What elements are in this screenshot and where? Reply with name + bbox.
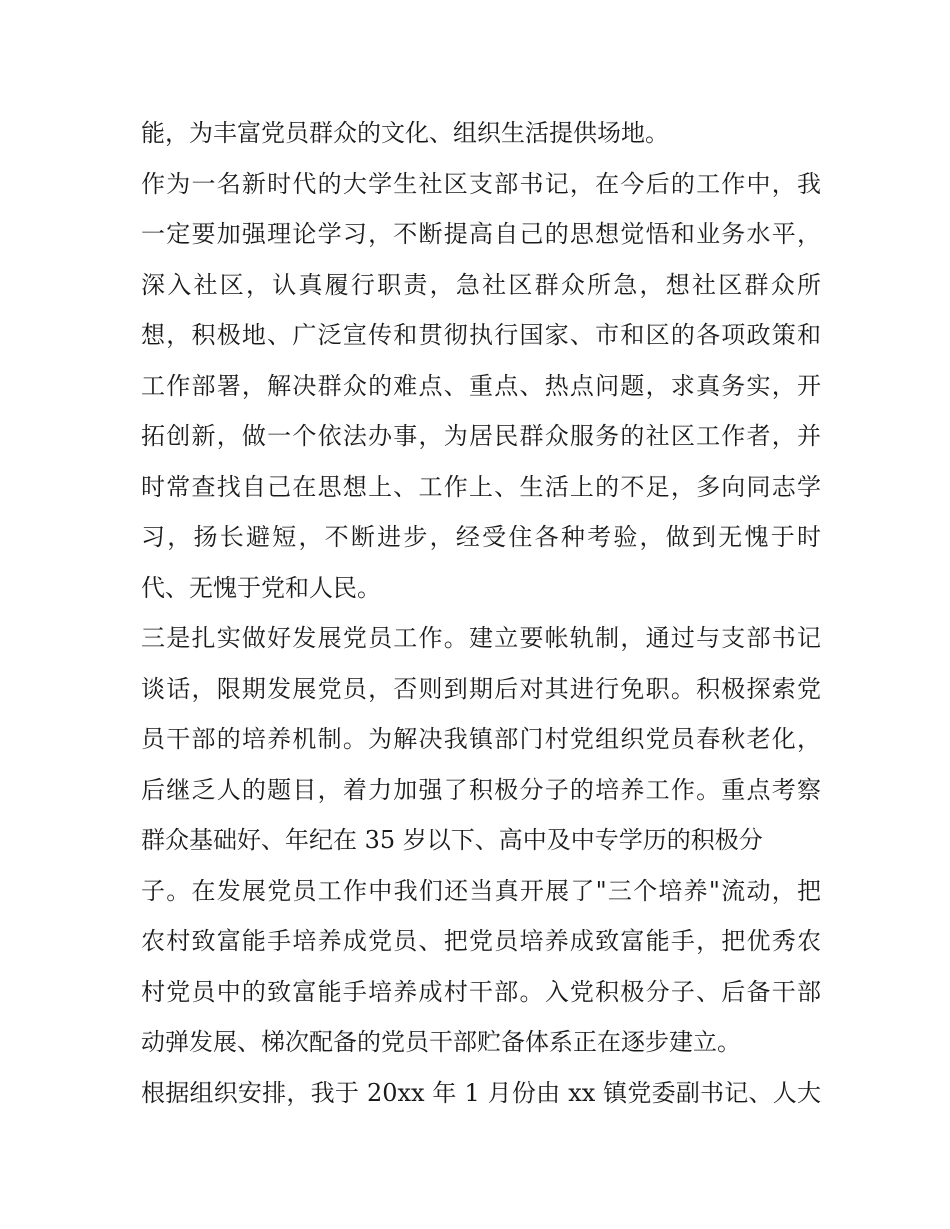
text-line: 时常查找自己在思想上、工作上、生活上的不足，多向同志学 <box>141 472 821 501</box>
text-line: 工作部署，解决群众的难点、重点、热点问题，求真务实，开 <box>141 371 821 400</box>
text-line: 习，扬长避短，不断进步，经受住各种考验，做到无愧于时 <box>141 523 821 551</box>
text-line: 员干部的培养机制。为解决我镇部门村党组织党员春秋老化， <box>141 725 821 753</box>
text-line: 农村致富能手培养成党员、把党员培养成致富能手，把优秀农 <box>141 927 821 955</box>
text-line: 谈话，限期发展党员，否则到期后对其进行免职。积极探索党 <box>141 674 821 703</box>
text-line: 代、无愧于党和人民。 <box>141 573 381 602</box>
text-line: 想，积极地、广泛宣传和贯彻执行国家、市和区的各项政策和 <box>141 321 821 349</box>
text-line: 拓创新，做一个依法办事，为居民群众服务的社区工作者，并 <box>141 422 821 450</box>
text-line: 动弹发展、梯次配备的党员干部贮备体系正在逐步建立。 <box>141 1028 741 1056</box>
text-line: 村党员中的致富能手培养成村干部。入党积极分子、后备干部 <box>141 977 821 1006</box>
text-line: 深入社区，认真履行职责，急社区群众所急，想社区群众所 <box>141 270 821 299</box>
text-line: 作为一名新时代的大学生社区支部书记，在今后的工作中，我 <box>141 169 821 198</box>
text-line: 群众基础好、年纪在 35 岁以下、高中及中专学历的积极分 <box>141 826 763 854</box>
text-line: 根据组织安排，我于 20xx 年 1 月份由 xx 镇党委副书记、人大 <box>141 1078 821 1107</box>
body-text <box>141 108 821 1118</box>
text-line: 一定要加强理论学习，不断提高自己的思想觉悟和业务水平， <box>141 220 821 248</box>
text-line: 能，为丰富党员群众的文化、组织生活提供场地。 <box>141 119 669 147</box>
text-line: 后继乏人的题目，着力加强了积极分子的培养工作。重点考察 <box>141 775 821 804</box>
text-line: 子。在发展党员工作中我们还当真开展了"三个培养"流动，把 <box>141 876 821 905</box>
text-line: 三是扎实做好发展党员工作。建立要帐轨制，通过与支部书记 <box>141 624 821 652</box>
